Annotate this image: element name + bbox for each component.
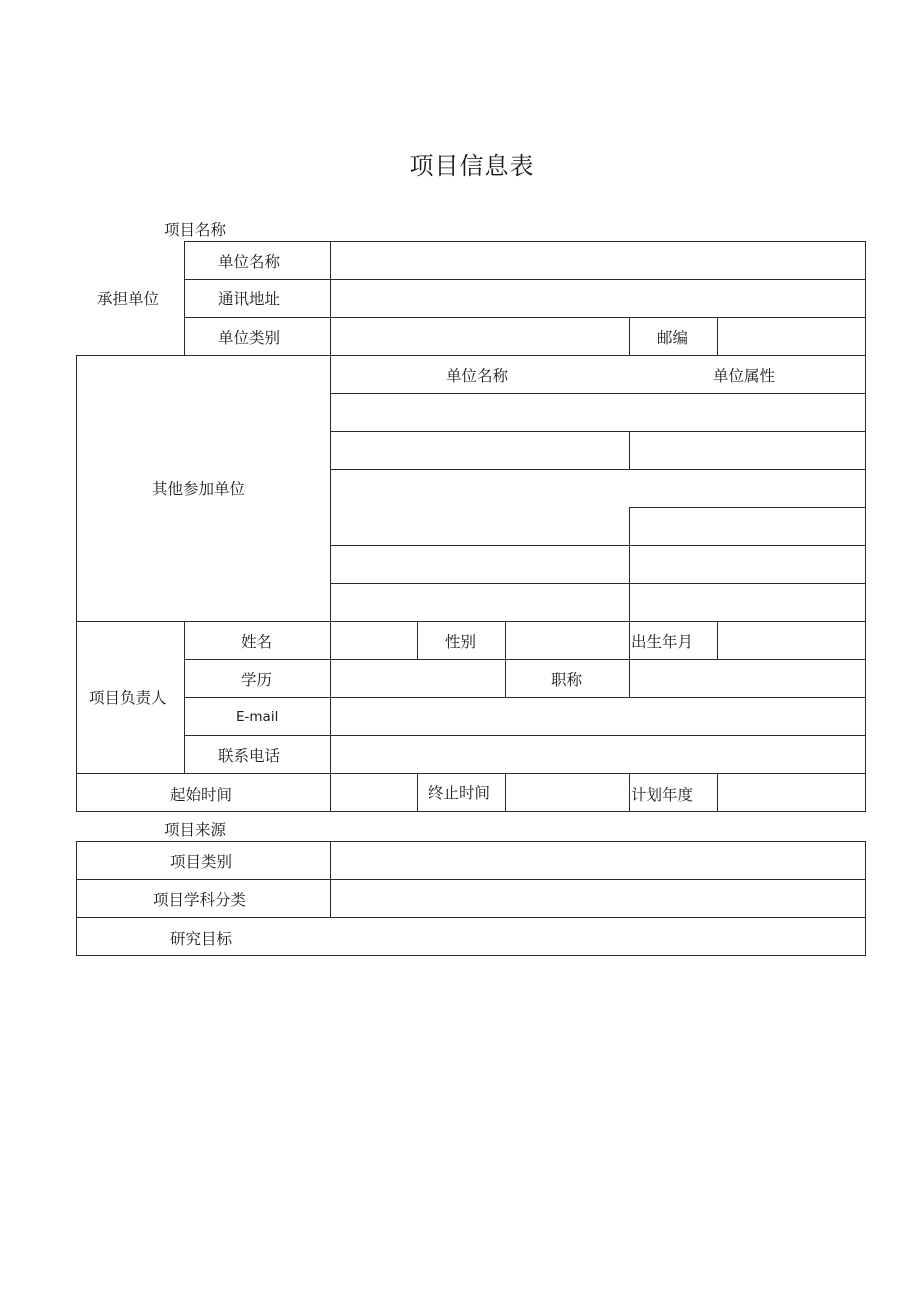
grid-line — [76, 879, 866, 880]
grid-line — [505, 773, 506, 812]
grid-line — [184, 735, 866, 736]
project-category-input[interactable] — [331, 842, 865, 879]
grid-line — [76, 811, 866, 812]
grid-line — [865, 841, 866, 956]
research-goal-label: 研究目标 — [170, 930, 233, 948]
leader-email-input[interactable] — [331, 698, 865, 735]
project-name-label: 项目名称 — [164, 221, 227, 239]
grid-line — [76, 355, 866, 356]
grid-line — [331, 545, 866, 546]
grid-line — [629, 621, 630, 698]
postcode-label: 邮编 — [657, 329, 689, 347]
undertaking-unit-label: 承担单位 — [97, 290, 160, 308]
grid-line — [76, 841, 77, 956]
page-title: 项目信息表 — [409, 152, 535, 180]
grid-line — [184, 241, 866, 242]
grid-line — [505, 621, 506, 698]
grid-line — [184, 241, 185, 356]
end-time-input[interactable] — [506, 774, 629, 811]
grid-line — [629, 507, 866, 508]
grid-line — [76, 841, 866, 842]
grid-line — [417, 773, 418, 812]
grid-line — [184, 697, 866, 698]
leader-name-input[interactable] — [331, 622, 417, 659]
start-time-label: 起始时间 — [170, 786, 233, 804]
grid-line — [417, 621, 418, 660]
project-discipline-label: 项目学科分类 — [153, 891, 247, 909]
grid-line — [331, 469, 866, 470]
plan-year-input[interactable] — [718, 774, 865, 811]
leader-gender-label: 性别 — [445, 633, 477, 651]
other-units-name-header: 单位名称 — [446, 367, 509, 385]
grid-line — [629, 317, 630, 356]
unit-category-input[interactable] — [331, 318, 629, 355]
grid-line — [184, 659, 866, 660]
grid-line — [184, 621, 185, 774]
grid-line — [184, 317, 866, 318]
grid-line — [76, 917, 866, 918]
grid-line — [184, 279, 866, 280]
end-time-label: 终止时间 — [428, 784, 491, 802]
grid-line — [330, 241, 331, 812]
leader-phone-label: 联系电话 — [218, 747, 281, 765]
start-time-input[interactable] — [331, 774, 417, 811]
grid-line — [717, 773, 718, 812]
project-category-label: 项目类别 — [170, 853, 233, 871]
leader-gender-input[interactable] — [506, 622, 629, 659]
grid-line — [629, 773, 630, 812]
other-units-attr-header: 单位属性 — [713, 367, 776, 385]
unit-name-label: 单位名称 — [218, 253, 281, 271]
unit-name-input[interactable] — [331, 242, 865, 279]
grid-line — [76, 773, 866, 774]
leader-birth-label: 出生年月 — [631, 633, 694, 651]
leader-education-input[interactable] — [331, 660, 505, 697]
plan-year-label: 计划年度 — [631, 786, 694, 804]
leader-name-label: 姓名 — [241, 633, 273, 651]
leader-title-input[interactable] — [630, 660, 865, 697]
grid-line — [865, 241, 866, 812]
grid-line — [76, 355, 77, 812]
grid-line — [629, 431, 630, 470]
address-label: 通讯地址 — [218, 290, 281, 308]
other-units-label: 其他参加单位 — [152, 480, 246, 498]
unit-category-label: 单位类别 — [218, 329, 281, 347]
grid-line — [629, 507, 630, 622]
leader-phone-input[interactable] — [331, 736, 865, 773]
grid-line — [331, 431, 866, 432]
leader-email-label: E-mail — [236, 709, 279, 725]
grid-line — [76, 621, 866, 622]
project-source-label: 项目来源 — [164, 821, 227, 839]
grid-line — [76, 955, 866, 956]
address-input[interactable] — [331, 280, 865, 317]
leader-education-label: 学历 — [241, 671, 273, 689]
grid-line — [331, 393, 866, 394]
project-leader-label: 项目负责人 — [89, 689, 167, 707]
leader-title-label: 职称 — [551, 671, 583, 689]
project-discipline-input[interactable] — [331, 880, 865, 917]
leader-birth-input[interactable] — [718, 622, 865, 659]
grid-line — [717, 317, 718, 356]
postcode-input[interactable] — [718, 318, 865, 355]
grid-line — [331, 583, 866, 584]
grid-line — [717, 621, 718, 660]
grid-line — [330, 841, 331, 918]
